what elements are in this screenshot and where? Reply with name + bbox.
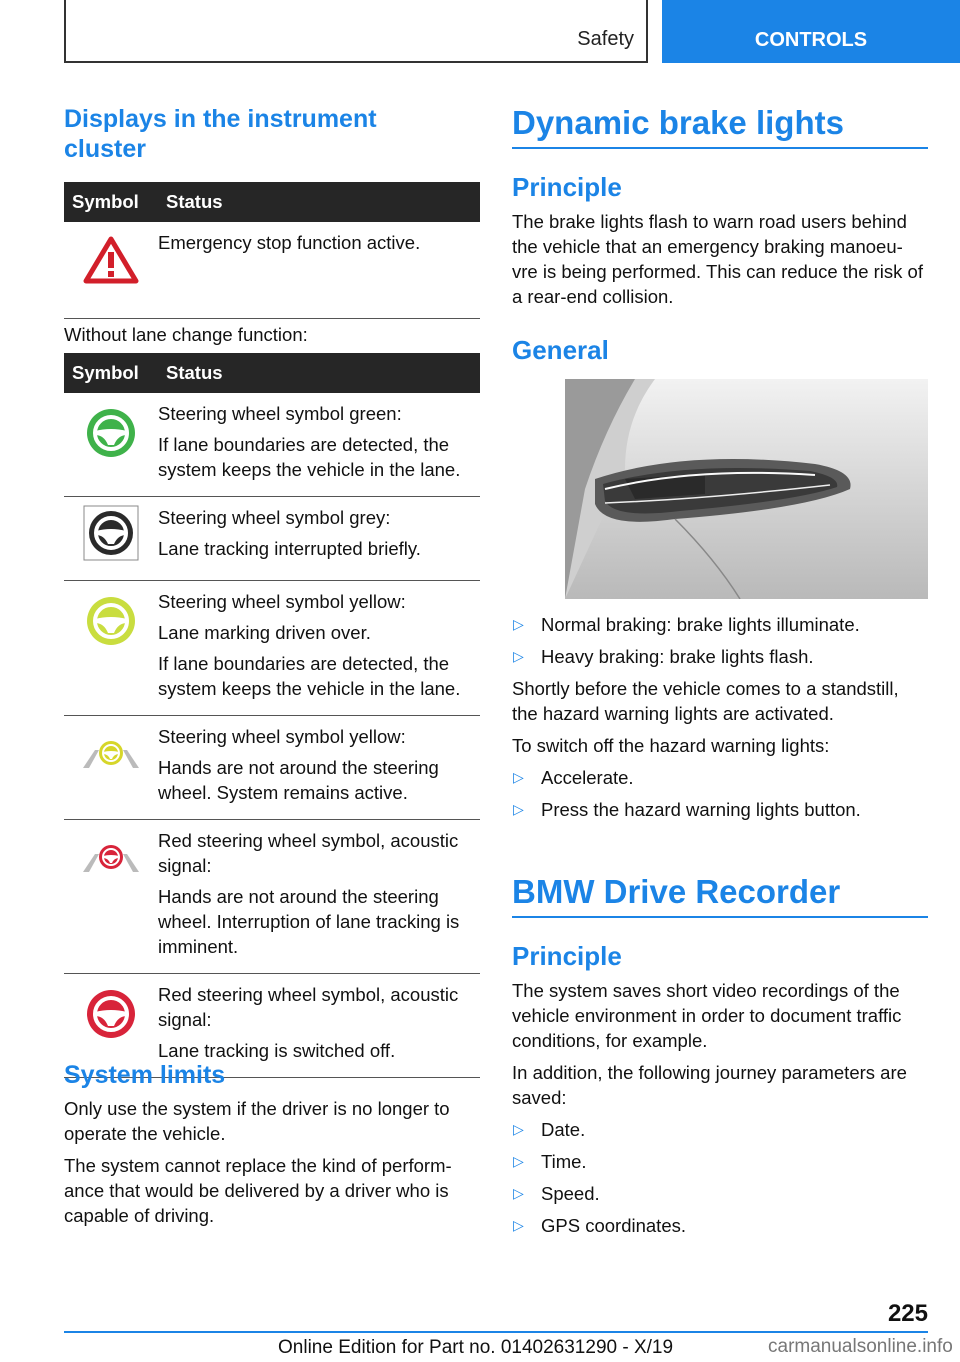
list-item: ▷ Speed. <box>513 1183 600 1204</box>
system-limits-body <box>64 1096 480 1228</box>
header-box <box>64 0 648 63</box>
list-item: ▷ Accelerate. <box>513 767 634 788</box>
chapter-title-dynamic-brake-lights: Dynamic brake lights <box>512 103 928 149</box>
subheading-principle-recorder: Principle <box>512 941 622 971</box>
table-lane-symbols <box>64 353 480 1078</box>
list-item: ▷ Heavy braking: brake lights flash. <box>513 646 814 667</box>
subheading-principle: Principle <box>512 172 622 202</box>
paragraph: To switch off the hazard warning lights: <box>512 735 830 756</box>
table-row <box>64 222 480 319</box>
paragraph: In addition, the following journey parameters are saved: <box>512 1062 907 1108</box>
status-line: Steering wheel symbol yellow: <box>158 726 406 747</box>
subheading-general: General <box>512 335 609 365</box>
steering-wheel-yellow-icon <box>85 595 137 647</box>
table-row <box>64 716 480 820</box>
triangle-bullet-icon: ▷ <box>513 769 524 785</box>
triangle-bullet-icon: ▷ <box>513 648 524 664</box>
status-line: If lane boundaries are detected, the system keeps the vehicle in the lane. <box>158 653 461 699</box>
triangle-bullet-icon: ▷ <box>513 1121 524 1137</box>
status-line: Red steering wheel symbol, acoustic signal: <box>158 984 459 1030</box>
status-line: Hands are not around the steering wheel. System remains active. <box>158 757 439 803</box>
table-row <box>64 581 480 716</box>
status-line: Steering wheel symbol green: <box>158 403 402 424</box>
table-row <box>64 393 480 497</box>
watermark: carmanualsonline.info <box>768 1336 953 1357</box>
principle-text: The brake lights flash to warn road users behind the vehicle that an emergency braking manoeu-vre is being performed. This can reduce the risk of a rear-end collision. <box>512 211 923 307</box>
steering-wheel-yellow-lanes-icon <box>81 738 141 770</box>
list-item: ▷ Normal braking: brake lights illuminate. <box>513 614 860 635</box>
status-line: If lane boundaries are detected, the system keeps the vehicle in the lane. <box>158 434 461 480</box>
status-line: Hands are not around the steering wheel. Interruption of lane tracking is imminent. <box>158 886 460 957</box>
paragraph: The system saves short video recordings of the vehicle environment in order to document traffic conditions, for example. <box>512 980 902 1051</box>
list-item: ▷ Press the hazard warning lights button. <box>513 799 861 820</box>
status-line: Lane tracking is switched off. <box>158 1040 396 1061</box>
header-tab-controls: CONTROLS <box>662 0 960 63</box>
col-header-status: Status <box>158 353 480 393</box>
list-item: ▷ GPS coordinates. <box>513 1215 686 1236</box>
footer-edition: Online Edition for Part no. 01402631290 - X/19 <box>278 1337 674 1358</box>
warning-triangle-red-icon <box>83 236 139 284</box>
status-line: Lane marking driven over. <box>158 622 371 643</box>
steering-wheel-grey-icon <box>83 505 139 561</box>
chapter-title-bmw-drive-recorder: BMW Drive Recorder <box>512 872 928 918</box>
table-emergency-stop <box>64 182 480 319</box>
recorder-body <box>512 978 928 1238</box>
col-header-status: Status <box>158 182 480 222</box>
steering-wheel-red-icon <box>85 988 137 1040</box>
header-section-label: Safety <box>577 28 634 50</box>
tail-light-photo <box>565 379 928 599</box>
triangle-bullet-icon: ▷ <box>513 1185 524 1201</box>
page-number: 225 <box>887 1300 928 1327</box>
paragraph: Only use the system if the driver is no longer to operate the vehicle. <box>64 1098 450 1144</box>
status-line: Steering wheel symbol yellow: <box>158 591 406 612</box>
paragraph: Shortly before the vehicle comes to a standstill, the hazard warning lights are activated. <box>512 678 899 724</box>
status-line: Steering wheel symbol grey: <box>158 507 391 528</box>
intro-text: Without lane change function: <box>64 324 308 345</box>
triangle-bullet-icon: ▷ <box>513 801 524 817</box>
paragraph: The system cannot replace the kind of perform-ance that would be delivered by a driver who is capable of driving. <box>64 1155 452 1226</box>
steering-wheel-red-lanes-icon <box>81 842 141 874</box>
steering-wheel-green-icon <box>85 407 137 459</box>
table-row <box>64 497 480 581</box>
triangle-bullet-icon: ▷ <box>513 1217 524 1233</box>
list-item: ▷ Date. <box>513 1119 586 1140</box>
list-item: ▷ Time. <box>513 1151 587 1172</box>
table-row <box>64 820 480 974</box>
section-heading-displays: Displays in the instrument cluster <box>64 105 377 163</box>
footer-divider <box>64 1331 928 1333</box>
col-header-symbol: Symbol <box>64 353 158 393</box>
status-text: Emergency stop function active. <box>158 232 421 253</box>
car-rear-illustration <box>565 379 928 599</box>
brake-lights-list <box>512 612 928 822</box>
status-line: Red steering wheel symbol, acoustic signal: <box>158 830 459 876</box>
triangle-bullet-icon: ▷ <box>513 616 524 632</box>
triangle-bullet-icon: ▷ <box>513 1153 524 1169</box>
section-heading-system-limits: System limits <box>64 1061 226 1089</box>
status-line: Lane tracking interrupted briefly. <box>158 538 421 559</box>
col-header-symbol: Symbol <box>64 182 158 222</box>
